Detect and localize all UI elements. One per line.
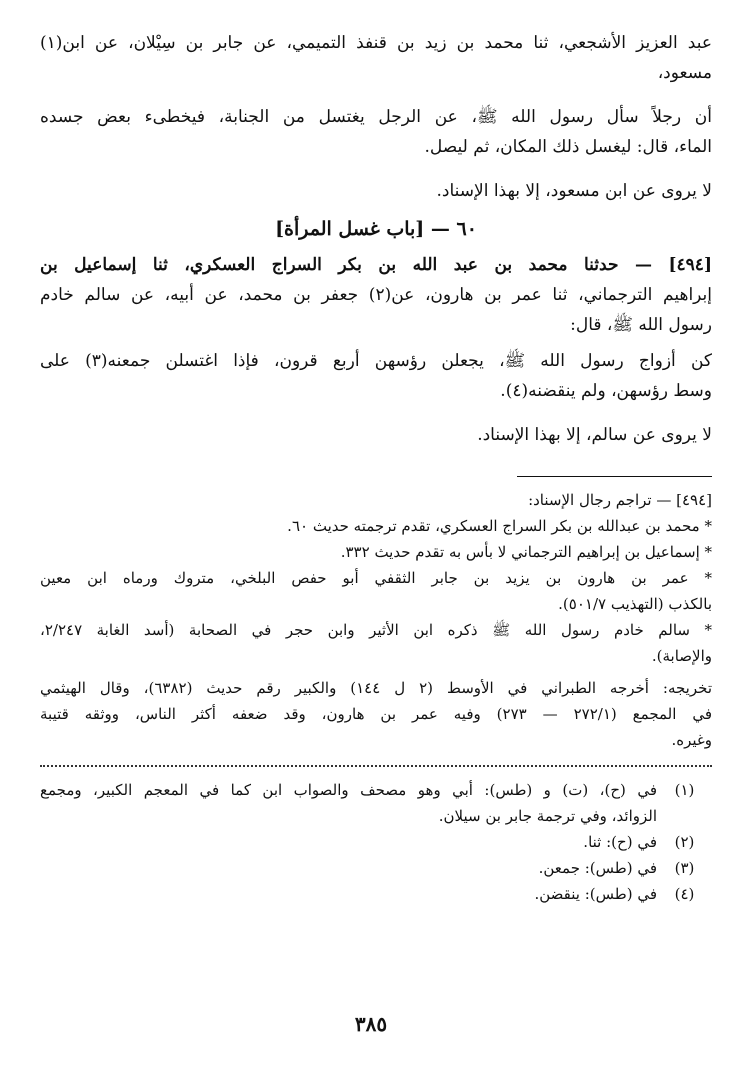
text-line: عبد العزيز الأشجعي، ثنا محمد بن زيد بن قنفذ التميمي، عن جابر بن سِيْلان، عن ابن(١) — [40, 33, 712, 53]
narrators-title: [٤٩٤] — تراجم رجال الإسناد: — [528, 491, 712, 509]
footnote-item — [40, 829, 712, 855]
text-line: أن رجلاً سأل رسول الله ﷺ، عن الرجل يغتسل من الجنابة، فيخطىء بعض جسده — [40, 107, 712, 127]
text-line: رسول الله ﷺ، قال: — [570, 315, 712, 335]
footnote-text: الزوائد، وفي ترجمة جابر بن سيلان. — [438, 807, 657, 825]
footnote-number: (١) — [674, 781, 695, 799]
list-item: * محمد بن عبدالله بن بكر السراج العسكري، تقدم ترجمته حديث ٦٠. — [287, 517, 712, 535]
dotted-separator — [40, 765, 712, 767]
page-number: ٣٨٥ — [354, 1012, 388, 1036]
text-line: في المجمع (٢٧٢/١ — ٢٧٣) وفيه عمر بن هارون، وقد ضعفه أكثر الناس، ووثقه قتيبة — [40, 705, 712, 723]
footnote-text: في (ح): ثنا. — [583, 833, 657, 851]
list-item: * سالم خادم رسول الله ﷺ ذكره ابن الأثير وابن حجر في الصحابة (أسد الغابة ٢/٢٤٧، — [40, 621, 712, 639]
narrators-list — [40, 513, 712, 669]
footnote-text: في (طس): جمعن. — [538, 859, 657, 877]
footnote-text: في (طس): ينقضن. — [534, 885, 657, 903]
text-line: تخريجه: أخرجه الطبراني في الأوسط (٢ ل ١٤٤) والكبير رقم حديث (٦٣٨٢)، وقال الهيثمي — [40, 679, 712, 697]
takhrij-paragraph — [40, 675, 712, 753]
text-line: إبراهيم الترجماني، ثنا عمر بن هارون، عن(٢) جعفر بن محمد، عن أبيه، عن سالم خادم — [40, 285, 712, 305]
footnote-separator — [517, 476, 712, 477]
hadith-text-1 — [40, 102, 712, 162]
list-item: * إسماعيل بن إبراهيم الترجماني لا بأس به تقدم حديث ٣٣٢. — [340, 543, 712, 561]
text-line: [٤٩٤] — حدثنا محمد بن عبد الله بن بكر السراج العسكري، ثنا إسماعيل بن — [40, 255, 712, 275]
list-item: والإصابة). — [651, 647, 712, 665]
hadith-text-2 — [40, 346, 712, 406]
footnote-number: (٣) — [674, 859, 695, 877]
text-line: مسعود، — [657, 63, 712, 83]
text-line: كن أزواج رسول الله ﷺ، يجعلن رؤسهن أربع قرون، فإذا اغتسلن جمعنه(٣) على — [40, 351, 712, 371]
chapter-heading: ٦٠ — [باب غسل المرأة] — [275, 218, 477, 240]
footnote-number: (٢) — [674, 833, 695, 851]
footnote-item — [40, 855, 712, 881]
list-item: بالكذب (التهذيب ٥٠١/٧). — [558, 595, 712, 613]
text-line: وغيره. — [671, 731, 712, 749]
isnad-paragraph — [40, 250, 712, 340]
footnote-text: في (ح)، (ت) و (طس): أبي وهو مصحف والصواب ابن كما في المعجم الكبير، ومجمع — [40, 781, 657, 799]
transmission-note: لا يروى عن ابن مسعود، إلا بهذا الإسناد. — [436, 181, 712, 201]
intro-paragraph — [40, 28, 712, 88]
footnote-number: (٤) — [674, 885, 695, 903]
critical-notes — [40, 777, 712, 907]
list-item: * عمر بن هارون بن يزيد بن جابر الثقفي أبو حفص البلخي، متروك ورماه ابن معين — [40, 569, 712, 587]
text-line: الماء، قال: ليغسل ذلك المكان، ثم ليصل. — [424, 137, 712, 157]
page-body — [40, 28, 712, 907]
transmission-note: لا يروى عن سالم، إلا بهذا الإسناد. — [477, 425, 712, 445]
footnote-item — [40, 881, 712, 907]
footnote-item — [40, 777, 712, 803]
text-line: وسط رؤسهن، ولم ينقضنه(٤). — [500, 381, 712, 401]
footnote-item — [40, 803, 712, 829]
